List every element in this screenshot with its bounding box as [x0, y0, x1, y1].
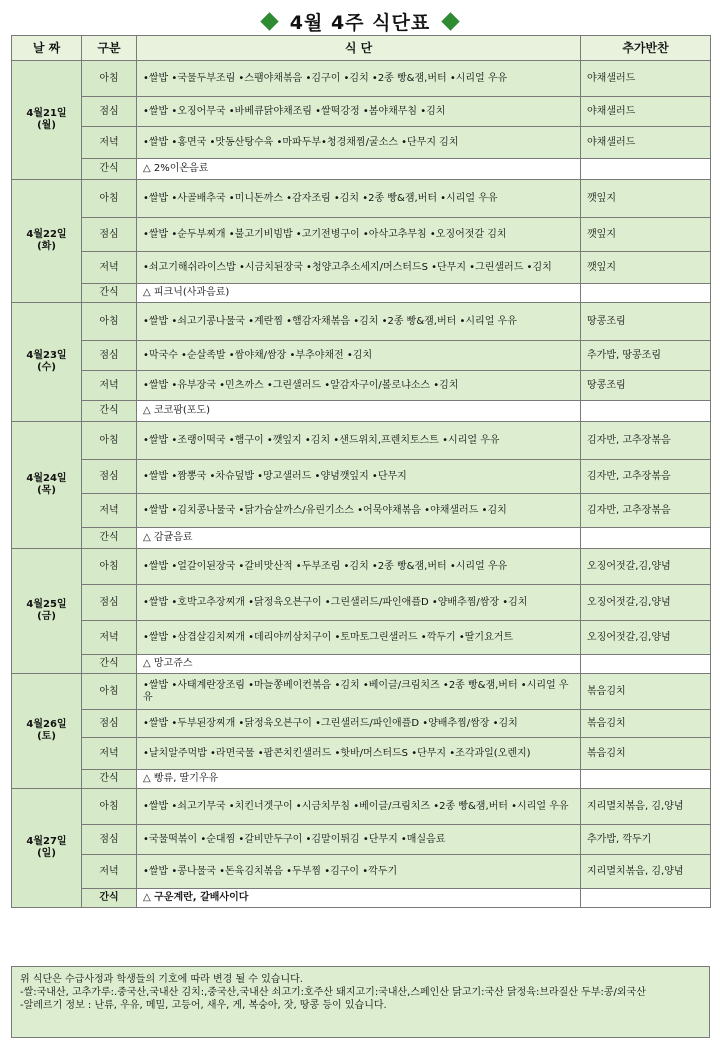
header-date: 날 짜 [12, 36, 82, 61]
side-dish-cell: 추가밥, 땅콩조림 [581, 341, 711, 371]
table-row [12, 180, 711, 218]
weekday-label: (금) [37, 611, 56, 622]
header-kind: 구분 [82, 36, 137, 61]
menu-cell: •쌀밥 •홍면국 •맛동산탕수육 •마파두부•청경채찜/굴소스 •단무지 김치 [137, 127, 581, 159]
menu-cell: •막국수 •순살족발 •쌈야채/쌈장 •부추야채전 •김치 [137, 341, 581, 371]
table-row [12, 889, 711, 908]
table-row [12, 422, 711, 460]
table-row [12, 528, 711, 549]
menu-cell: •쌀밥 •조랭이떡국 •햄구이 •깻잎지 •김치 •샌드위치,프렌치토스트 •시리얼 우유 [137, 422, 581, 460]
meal-kind-cell: 아침 [82, 303, 137, 341]
table-row [12, 621, 711, 655]
menu-cell: △ 망고쥬스 [137, 655, 581, 674]
meal-kind-cell: 점심 [82, 218, 137, 252]
meal-kind-cell: 점심 [82, 710, 137, 738]
table-row [12, 710, 711, 738]
meal-kind-cell: 점심 [82, 97, 137, 127]
table-row [12, 585, 711, 621]
meal-kind-cell: 간식 [82, 401, 137, 422]
table-row [12, 549, 711, 585]
menu-cell: △ 빵류, 딸기우유 [137, 770, 581, 789]
meal-kind-cell: 아침 [82, 674, 137, 710]
table-row [12, 655, 711, 674]
side-dish-cell: 오징어젓갈,김,양념 [581, 585, 711, 621]
table-row [12, 252, 711, 284]
header-side: 추가반찬 [581, 36, 711, 61]
table-row [12, 401, 711, 422]
header-menu: 식 단 [137, 36, 581, 61]
menu-cell: △ 감귤음료 [137, 528, 581, 549]
table-row [12, 460, 711, 494]
menu-cell: •쌀밥 •삼겹살김치찌개 •데리야끼삼치구이 •토마토그린샐러드 •깍두기 •딸기요거트 [137, 621, 581, 655]
page-title: 4월 4주 식단표 [289, 11, 431, 34]
side-dish-cell [581, 159, 711, 180]
meal-kind-cell: 점심 [82, 341, 137, 371]
table-row [12, 825, 711, 855]
meal-kind-cell: 간식 [82, 770, 137, 789]
date-label: 4월23일 [26, 350, 67, 361]
side-dish-cell: 오징어젓갈,김,양념 [581, 621, 711, 655]
side-dish-cell: 김자반, 고추장볶음 [581, 422, 711, 460]
menu-cell: •쌀밥 •얼갈이된장국 •갈비맛산적 •두부조림 •김치 •2종 빵&잼,버터 •시리얼 우유 [137, 549, 581, 585]
side-dish-cell: 지리멸치볶음, 김,양념 [581, 855, 711, 889]
menu-cell: •국물떡볶이 •순대찜 •갈비만두구이 •김말이튀김 •단무지 •매실음료 [137, 825, 581, 855]
menu-cell: △ 코코팜(포도) [137, 401, 581, 422]
side-dish-cell: 추가밥, 깍두기 [581, 825, 711, 855]
table-row [12, 341, 711, 371]
menu-cell: •쌀밥 •순두부찌개 •불고기비빔밥 •고기전병구이 •아삭고추무침 •오징어젓갈 김치 [137, 218, 581, 252]
weekday-label: (토) [37, 731, 56, 742]
date-label: 4월24일 [26, 473, 67, 484]
menu-cell: •쌀밥 •쇠고기무국 •치킨너겟구이 •시금치무침 •베이글/크림치즈 •2종 빵&잼,버터 •시리얼 우유 [137, 789, 581, 825]
meal-kind-cell: 아침 [82, 422, 137, 460]
menu-cell: •쌀밥 •호박고추장찌개 •닭정육오븐구이 •그린샐러드/파인애플D •양배추찜/쌈장 •김치 [137, 585, 581, 621]
date-label: 4월25일 [26, 599, 67, 610]
side-dish-cell: 깻잎지 [581, 218, 711, 252]
date-cell [12, 674, 82, 789]
menu-cell: •쇠고기해쉬라이스밥 •시금치된장국 •청양고추소세지/머스터드S •단무지 •그린샐러드 •김치 [137, 252, 581, 284]
meal-kind-cell: 점심 [82, 825, 137, 855]
side-dish-cell: 볶음김치 [581, 738, 711, 770]
meal-kind-cell: 저녁 [82, 494, 137, 528]
table-row [12, 127, 711, 159]
date-cell [12, 422, 82, 549]
table-header-row [12, 36, 711, 61]
meal-kind-cell: 저녁 [82, 371, 137, 401]
menu-cell: △ 피크닉(사과음료) [137, 284, 581, 303]
meal-kind-cell: 간식 [82, 159, 137, 180]
side-dish-cell: 깻잎지 [581, 252, 711, 284]
meal-kind-cell: 아침 [82, 789, 137, 825]
side-dish-cell: 김자반, 고추장볶음 [581, 460, 711, 494]
table-row [12, 738, 711, 770]
meal-kind-cell: 점심 [82, 585, 137, 621]
meal-kind-cell: 간식 [82, 284, 137, 303]
menu-cell: •쌀밥 •쇠고기콩나물국 •계란찜 •햄감자채볶음 •김치 •2종 빵&잼,버터 •시리얼 우유 [137, 303, 581, 341]
menu-cell: •쌀밥 •사골배추국 •미니돈까스 •감자조림 •김치 •2종 빵&잼,버터 •시리얼 우유 [137, 180, 581, 218]
meal-kind-cell: 저녁 [82, 855, 137, 889]
meal-table [11, 35, 711, 908]
weekday-label: (월) [37, 120, 56, 131]
menu-cell: •쌀밥 •짬뽕국 •차슈덮밥 •망고샐러드 •양념깻잎지 •단무지 [137, 460, 581, 494]
table-row [12, 789, 711, 825]
meal-kind-cell: 저녁 [82, 621, 137, 655]
table-row [12, 770, 711, 789]
menu-cell: •쌀밥 •유부장국 •민츠까스 •그린샐러드 •알감자구이/볼로냐소스 •김치 [137, 371, 581, 401]
side-dish-cell [581, 770, 711, 789]
side-dish-cell: 야채샐러드 [581, 97, 711, 127]
side-dish-cell: 땅콩조림 [581, 303, 711, 341]
meal-kind-cell: 간식 [82, 655, 137, 674]
date-cell [12, 549, 82, 674]
date-label: 4월27일 [26, 836, 67, 847]
side-dish-cell: 볶음김치 [581, 710, 711, 738]
side-dish-cell: 김자반, 고추장볶음 [581, 494, 711, 528]
weekday-label: (일) [37, 848, 56, 859]
notes-line: -알레르기 정보 : 난류, 우유, 메밀, 고등어, 새우, 게, 복숭아, 잣, 땅콩 등이 있습니다. [20, 1000, 387, 1011]
menu-cell: •날치알주먹밥 •라면국물 •팝콘치킨샐러드 •핫바/머스터드S •단무지 •조각과일(오렌지) [137, 738, 581, 770]
meal-kind-cell: 저녁 [82, 127, 137, 159]
notes-line: 위 식단은 수급사정과 학생들의 기호에 따라 변경 될 수 있습니다. [20, 974, 303, 985]
meal-kind-cell: 간식 [82, 528, 137, 549]
meal-kind-cell: 아침 [82, 61, 137, 97]
menu-cell: •쌀밥 •오징어무국 •바베큐닭야채조림 •쌀떡강정 •봄야채무침 •김치 [137, 97, 581, 127]
table-row [12, 674, 711, 710]
menu-cell: •쌀밥 •두부된장찌개 •닭정육오븐구이 •그린샐러드/파인애플D •양배추찜/쌈장 •김치 [137, 710, 581, 738]
menu-cell: •쌀밥 •콩나물국 •돈육김치볶음 •두부찜 •김구이 •깍두기 [137, 855, 581, 889]
date-label: 4월22일 [26, 229, 67, 240]
meal-kind-cell: 저녁 [82, 252, 137, 284]
weekday-label: (화) [37, 241, 56, 252]
meal-kind-cell: 아침 [82, 549, 137, 585]
meal-kind-cell: 아침 [82, 180, 137, 218]
table-row [12, 303, 711, 341]
side-dish-cell [581, 284, 711, 303]
side-dish-cell: 야채샐러드 [581, 61, 711, 97]
meal-kind-cell: 간식 [82, 889, 137, 908]
diamond-icon [260, 12, 278, 30]
side-dish-cell [581, 655, 711, 674]
weekday-label: (수) [37, 362, 56, 373]
side-dish-cell: 야채샐러드 [581, 127, 711, 159]
side-dish-cell [581, 889, 711, 908]
side-dish-cell: 땅콩조림 [581, 371, 711, 401]
side-dish-cell [581, 401, 711, 422]
date-cell [12, 61, 82, 180]
side-dish-cell: 볶음김치 [581, 674, 711, 710]
menu-cell: •쌀밥 •김치콩나물국 •닭가슴살까스/유린기소스 •어묵야채볶음 •야채샐러드 •김치 [137, 494, 581, 528]
weekday-label: (목) [37, 485, 56, 496]
menu-cell: △ 구운계란, 갈배사이다 [137, 889, 581, 908]
table-row [12, 97, 711, 127]
page-title-row [0, 6, 720, 36]
side-dish-cell: 오징어젓갈,김,양념 [581, 549, 711, 585]
date-label: 4월21일 [26, 108, 67, 119]
notes-line: -쌀:국내산, 고추가루:.중국산,국내산 김치:,중국산,국내산 쇠고기:호주산 돼지고기:국내산,스페인산 닭고기:국산 닭정육:브라질산 두부:콩/외국산 [20, 987, 646, 998]
table-row [12, 61, 711, 97]
notes-box [11, 966, 710, 1038]
date-label: 4월26일 [26, 719, 67, 730]
meal-kind-cell: 저녁 [82, 738, 137, 770]
table-row [12, 371, 711, 401]
table-row [12, 855, 711, 889]
diamond-icon [442, 12, 460, 30]
side-dish-cell [581, 528, 711, 549]
date-cell [12, 789, 82, 908]
meal-kind-cell: 점심 [82, 460, 137, 494]
menu-cell: •쌀밥 •사태계란장조림 •마늘쫑베이컨볶음 •김치 •베이글/크림치즈 •2종 빵&잼,버터 •시리얼 우유 [137, 674, 581, 710]
table-row [12, 159, 711, 180]
table-row [12, 284, 711, 303]
date-cell [12, 180, 82, 303]
menu-cell: •쌀밥 •국물두부조림 •스팸야채볶음 •김구이 •김치 •2종 빵&잼,버터 •시리얼 우유 [137, 61, 581, 97]
side-dish-cell: 깻잎지 [581, 180, 711, 218]
table-row [12, 494, 711, 528]
side-dish-cell: 지리멸치볶음, 김,양념 [581, 789, 711, 825]
date-cell [12, 303, 82, 422]
table-row [12, 218, 711, 252]
menu-cell: △ 2%이온음료 [137, 159, 581, 180]
